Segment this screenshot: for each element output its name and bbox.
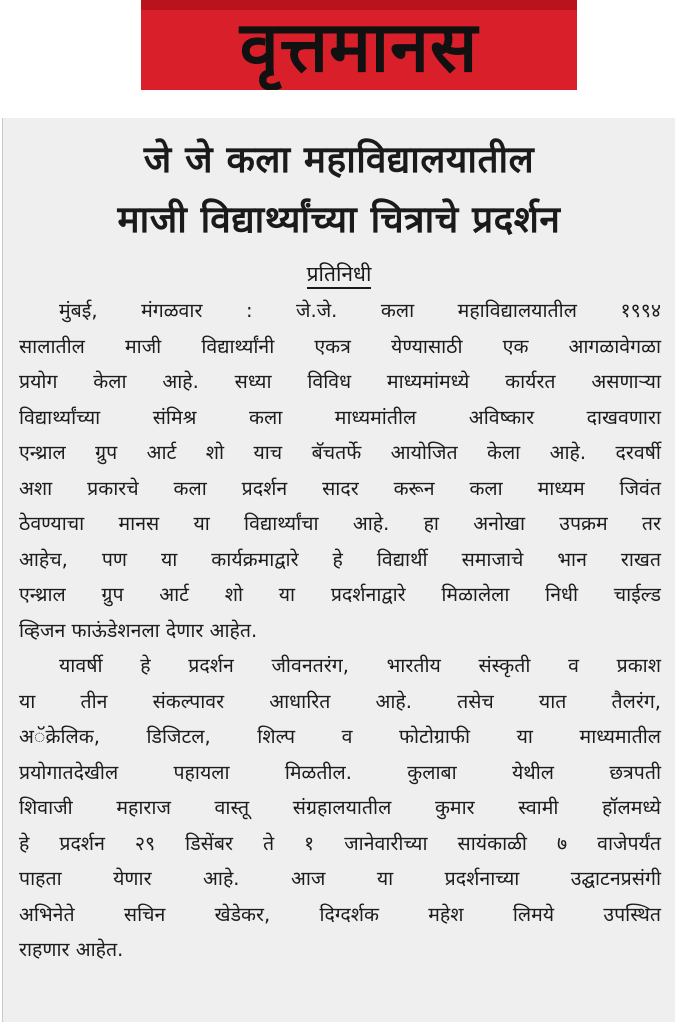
body-line: अभिनेते सचिन खेडेकर, दिग्दर्शक महेश लिमये उपस्थित	[19, 902, 661, 926]
headline-line-1: जे जे कला महाविद्यालयातील	[143, 138, 535, 181]
newspaper-clipping	[2, 118, 675, 1022]
byline-text: प्रतिनिधी	[307, 262, 372, 289]
body-line: मुंबई, मंगळवार : जे.जे. कला महाविद्यालयातील १९९४	[59, 299, 661, 322]
body-line: या तीन संकल्पावर आधारित आहे. तसेच यात तैलरंग,	[19, 689, 661, 713]
body-line: एन्थ्राल ग्रुप आर्ट शो या प्रदर्शनाद्वारे मिळालेला निधी चाईल्ड	[19, 583, 661, 606]
body-line: व्हिजन फाऊंडेशनला देणार आहेत.	[19, 618, 258, 642]
body-line: अशा प्रकारचे कला प्रदर्शन सादर करून कला माध्यम जिवंत	[19, 476, 661, 500]
body-line: ठेवण्याचा मानस या विद्यार्थ्यांचा आहे. हा अनोखा उपक्रम तर	[19, 512, 661, 535]
masthead-title: वृत्तमानस	[239, 6, 479, 88]
article-body	[19, 293, 661, 968]
newspaper-masthead	[141, 0, 577, 90]
byline	[3, 260, 675, 288]
body-line: प्रयोग केला आहे. सध्या विविध माध्यमांमध्ये कार्यरत असणाऱ्या	[19, 370, 661, 393]
body-line: अॅक्रेलिक, डिजिटल, शिल्प व फोटोग्राफी या माध्यमातील	[19, 725, 661, 748]
body-line: यावर्षी हे प्रदर्शन जीवनतरंग, भारतीय संस्कृती व प्रकाश	[59, 654, 661, 677]
body-line: विद्यार्थ्यांच्या संमिश्र कला माध्यमांतील अविष्कार दाखवणारा	[19, 405, 661, 429]
headline-line-2: माजी विद्यार्थ्यांच्या चित्राचे प्रदर्शन	[117, 198, 561, 241]
body-line: शिवाजी महाराज वास्तू संग्रहालयातील कुमार स्वामी हॉलमध्ये	[19, 796, 661, 819]
body-line: एन्थ्राल ग्रुप आर्ट शो याच बॅचतर्फे आयोजित केला आहे. दरवर्षी	[19, 441, 661, 464]
body-line: प्रयोगातदेखील पहायला मिळतील. कुलाबा येथील छत्रपती	[19, 760, 661, 784]
body-line: सालातील माजी विद्यार्थ्यांनी एकत्र येण्यासाठी एक आगळावेगळा	[19, 334, 661, 358]
body-line: आहेच, पण या कार्यक्रमाद्वारे हे विद्यार्थी समाजाचे भान राखत	[19, 547, 661, 571]
body-line: पाहता येणार आहे. आज या प्रदर्शनाच्या उद्घाटनप्रसंगी	[19, 867, 661, 890]
body-line: राहणार आहेत.	[19, 938, 124, 961]
body-line: हे प्रदर्शन २९ डिसेंबर ते १ जानेवारीच्या सायंकाळी ७ वाजेपर्यंत	[19, 831, 661, 855]
